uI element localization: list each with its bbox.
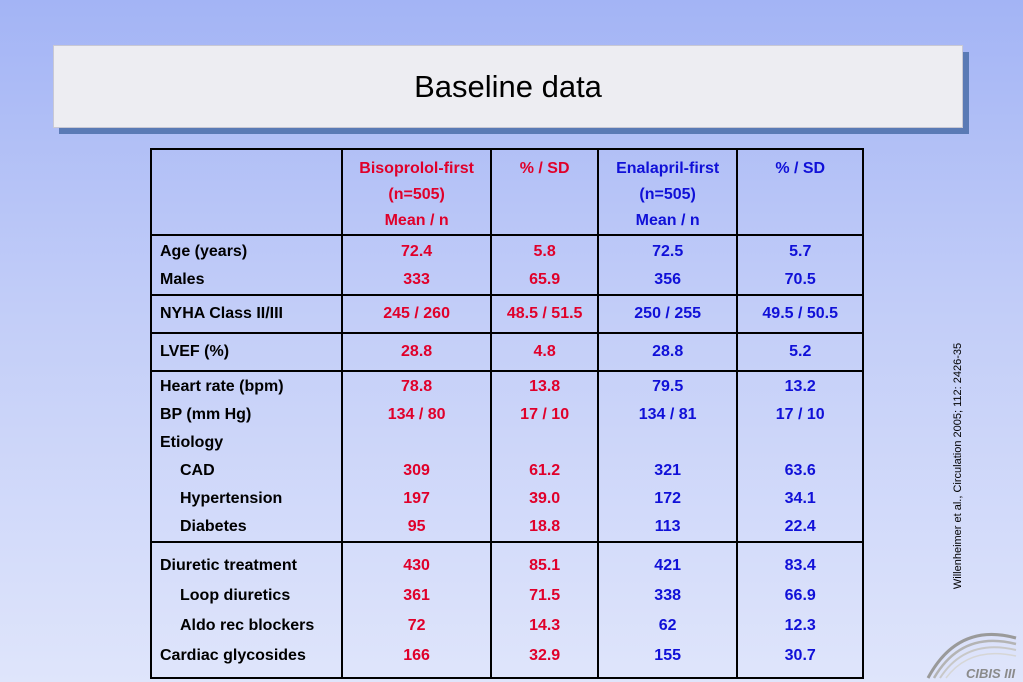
row-label: Etiology bbox=[160, 434, 224, 451]
cell-value: 5.7 bbox=[789, 243, 812, 260]
cell-value: 17 / 10 bbox=[520, 406, 570, 423]
cell-value: 85.1 bbox=[529, 557, 561, 574]
header-bisoprolol: Bisoprolol-first (n=505) Mean / n bbox=[342, 149, 492, 235]
cell-value: 63.6 bbox=[784, 462, 816, 479]
cell-value: 430 bbox=[403, 557, 430, 574]
cell-value: 66.9 bbox=[784, 587, 816, 604]
row-label: Loop diuretics bbox=[180, 587, 291, 604]
header-enalapril-sd: % / SD bbox=[737, 149, 863, 235]
header-bisoprolol-sd: % / SD bbox=[491, 149, 597, 235]
cell-value: 22.4 bbox=[784, 518, 816, 535]
cell-value: 172 bbox=[654, 490, 681, 507]
cell-value: 155 bbox=[654, 647, 681, 664]
logo-text: CIBIS III bbox=[966, 666, 1016, 680]
cell-value: 5.8 bbox=[533, 243, 556, 260]
cell-value: 78.8 bbox=[401, 378, 433, 395]
cell-value: 5.2 bbox=[789, 343, 812, 360]
cell-value: 32.9 bbox=[529, 647, 561, 664]
cell-value: 79.5 bbox=[652, 378, 684, 395]
row-label: Aldo rec blockers bbox=[180, 617, 315, 634]
header-empty-cell bbox=[151, 149, 342, 235]
cell-value: 49.5 / 50.5 bbox=[762, 305, 839, 322]
cell-value: 28.8 bbox=[652, 343, 684, 360]
cell-value: 70.5 bbox=[784, 271, 816, 288]
cell-value: 30.7 bbox=[784, 647, 816, 664]
cell-value: 72.4 bbox=[401, 243, 433, 260]
table-row-group bbox=[151, 333, 863, 371]
cell-value: 72 bbox=[407, 617, 426, 634]
row-label: CAD bbox=[180, 462, 215, 479]
row-label: Diabetes bbox=[180, 518, 247, 535]
cell-value: 28.8 bbox=[401, 343, 433, 360]
cell-value: 309 bbox=[403, 462, 430, 479]
cell-value bbox=[500, 429, 588, 457]
cell-value: 48.5 / 51.5 bbox=[506, 305, 583, 322]
cell-value: 72.5 bbox=[652, 243, 684, 260]
cell-value: 134 / 80 bbox=[387, 406, 446, 423]
cell-value: 356 bbox=[654, 271, 681, 288]
page-title: Baseline data bbox=[414, 68, 602, 104]
cell-value bbox=[746, 429, 854, 457]
row-label: NYHA Class II/III bbox=[160, 305, 283, 322]
table-row-group bbox=[151, 542, 863, 678]
row-label: Males bbox=[160, 271, 205, 288]
cell-value: 361 bbox=[403, 587, 430, 604]
row-label: Diuretic treatment bbox=[160, 557, 297, 574]
cell-value: 83.4 bbox=[784, 557, 816, 574]
cell-value: 333 bbox=[403, 271, 430, 288]
table-header-row bbox=[151, 149, 863, 235]
cell-value: 166 bbox=[403, 647, 430, 664]
cell-value: 14.3 bbox=[529, 617, 561, 634]
cell-value: 13.8 bbox=[529, 378, 561, 395]
row-label: Heart rate (bpm) bbox=[160, 378, 284, 395]
cell-value: 13.2 bbox=[784, 378, 816, 395]
header-enalapril: Enalapril-first (n=505) Mean / n bbox=[598, 149, 738, 235]
table-row-group bbox=[151, 235, 863, 295]
cell-value: 71.5 bbox=[529, 587, 561, 604]
row-label: Cardiac glycosides bbox=[160, 647, 306, 664]
cell-value: 134 / 81 bbox=[638, 406, 697, 423]
row-label: Hypertension bbox=[180, 490, 283, 507]
cell-value: 245 / 260 bbox=[383, 305, 450, 322]
cell-value: 18.8 bbox=[529, 518, 561, 535]
cell-value: 321 bbox=[654, 462, 681, 479]
table-row-group bbox=[151, 371, 863, 542]
cell-value bbox=[351, 429, 483, 457]
cell-value: 17 / 10 bbox=[775, 406, 825, 423]
cell-value: 4.8 bbox=[533, 343, 556, 360]
row-label: Age (years) bbox=[160, 243, 248, 260]
cell-value: 39.0 bbox=[529, 490, 561, 507]
cell-value: 197 bbox=[403, 490, 430, 507]
cell-value: 62 bbox=[658, 617, 677, 634]
cell-value: 113 bbox=[654, 518, 681, 535]
cell-value: 61.2 bbox=[529, 462, 561, 479]
cell-value: 65.9 bbox=[529, 271, 561, 288]
baseline-table bbox=[150, 148, 864, 679]
cell-value: 250 / 255 bbox=[634, 305, 702, 322]
cell-value: 95 bbox=[407, 518, 426, 535]
cell-value: 12.3 bbox=[784, 617, 816, 634]
table-row-group bbox=[151, 295, 863, 333]
cell-value: 338 bbox=[654, 587, 681, 604]
title-box bbox=[53, 45, 963, 128]
row-label: BP (mm Hg) bbox=[160, 406, 252, 423]
row-label: LVEF (%) bbox=[160, 343, 230, 360]
cell-value bbox=[607, 429, 729, 457]
cibis-logo bbox=[920, 620, 1020, 680]
citation: Willenheimer et al., Circulation 2005; 112: 2426-35 bbox=[952, 342, 964, 590]
cell-value: 421 bbox=[654, 557, 681, 574]
cell-value: 34.1 bbox=[784, 490, 816, 507]
